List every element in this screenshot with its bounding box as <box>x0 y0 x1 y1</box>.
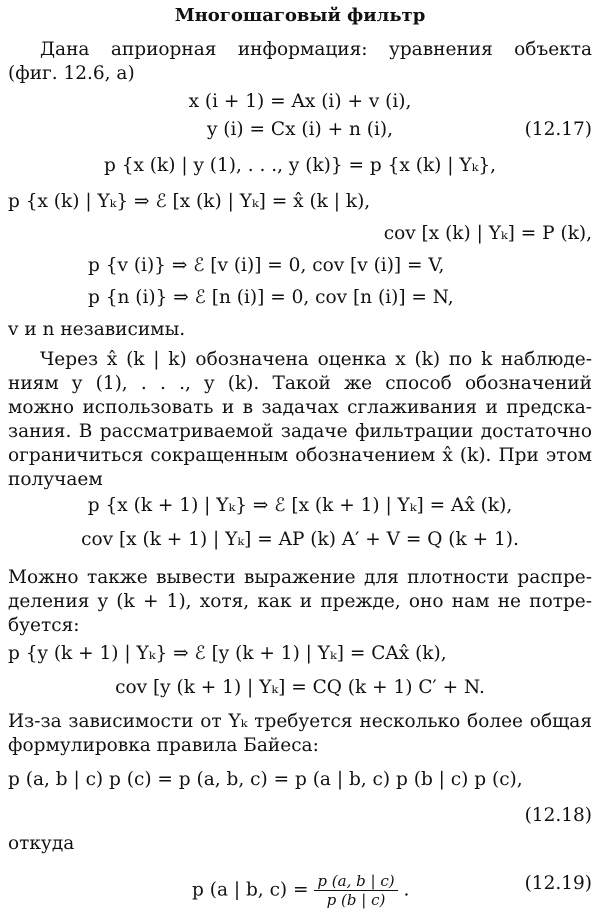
text-line: формулировка правила Байеса: <box>8 735 319 756</box>
equation-row <box>0 118 600 142</box>
equation-dot: . <box>403 879 410 901</box>
text-line: Из-за зависимости от Yₖ требуется несколько более общая <box>8 711 592 732</box>
equation-lhs: p (a | b, c) = <box>192 879 309 901</box>
text-line: Дана априорная информация: уравнения объекта <box>40 39 592 60</box>
equation-number: (12.18) <box>524 805 592 826</box>
equation-row <box>0 866 600 909</box>
text-line: можно использовать и в задачах сглаживания и предска- <box>8 397 592 418</box>
text-line: буется: <box>8 615 80 636</box>
equation-number: (12.19) <box>524 873 592 894</box>
fraction <box>314 872 397 909</box>
equation: x (i + 1) = Ax (i) + v (i), <box>188 91 412 112</box>
text-line: получаем <box>8 469 103 490</box>
text-line: (фиг. 12.6, а) <box>8 63 135 84</box>
fraction-denominator: p (b | c) <box>326 891 386 909</box>
text-line: Через x̂ (k | k) обозначена оценка x (k) по k наблюде- <box>40 349 592 370</box>
equation: cov [x (k + 1) | Yₖ] = AP (k) A′ + V = Q (k + 1). <box>81 529 519 550</box>
text-line: зания. В рассматриваемой задаче фильтрации достаточно <box>8 421 592 442</box>
equation: p {y (k + 1) | Yₖ} ⇒ ℰ [y (k + 1) | Yₖ] = CAx̂ (k), <box>8 643 447 664</box>
equation: p {n (i)} ⇒ ℰ [n (i)] = 0, cov [n (i)] = N, <box>88 287 454 308</box>
equation: y (i) = Cx (i) + n (i), <box>206 119 394 140</box>
text-line: откуда <box>8 833 75 854</box>
equation: p {x (k) | Yₖ} ⇒ ℰ [x (k) | Yₖ] = x̂ (k | k), <box>8 191 371 212</box>
equation: p {x (k + 1) | Yₖ} ⇒ ℰ [x (k + 1) | Yₖ] = Ax̂ (k), <box>87 495 513 516</box>
equation: p (a, b | c) p (c) = p (a, b, c) = p (a | b, c) p (b | c) p (c), <box>8 769 523 790</box>
text-line: ограничиться сокращенным обозначением x̂ (k). При этом <box>8 445 592 466</box>
fraction-numerator: p (a, b | c) <box>314 872 397 891</box>
equation: cov [x (k) | Yₖ] = P (k), <box>383 223 592 244</box>
equation <box>192 872 409 909</box>
section-title: Многошаговый фильтр <box>174 5 426 26</box>
equation: cov [y (k + 1) | Yₖ] = CQ (k + 1) C′ + N. <box>115 677 485 698</box>
text-line: Можно также вывести выражение для плотности распре- <box>8 567 592 588</box>
equation-number: (12.17) <box>524 119 592 140</box>
text-line: v и n независимы. <box>8 319 186 340</box>
equation: p {x (k) | y (1), . . ., y (k)} = p {x (k) | Yₖ}, <box>104 155 496 176</box>
text-line: деления y (k + 1), хотя, как и прежде, оно нам не потре- <box>8 591 592 612</box>
equation: p {v (i)} ⇒ ℰ [v (i)] = 0, cov [v (i)] = V, <box>88 255 445 276</box>
text-line: ниям y (1), . . ., y (k). Такой же способ обозначений <box>8 373 592 394</box>
